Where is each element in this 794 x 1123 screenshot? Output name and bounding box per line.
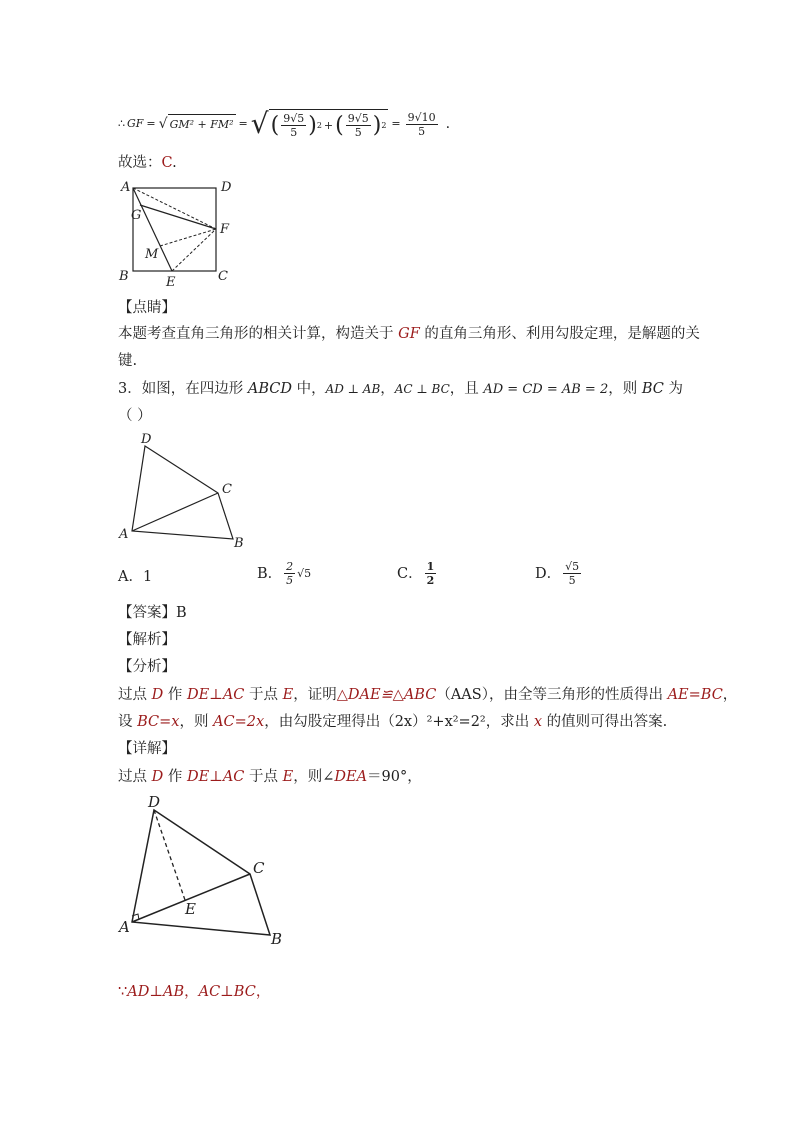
fenxi-line-1: 过点 D 作 DE⊥AC 于点 E，证明△DAE≌△ABC（AAS），由全等三角形的性质得出 AE=BC，: [118, 687, 738, 703]
question-3-stem: 3．如图，在四边形 ABCD 中，AD ⊥ AB，AC ⊥ BC，且 AD = CD = AB = 2，则 BC 为: [118, 381, 683, 397]
dianjing-line-1: 本题考查直角三角形的相关计算，构造关于 GF 的直角三角形、利用勾股定理，是解题的关: [118, 326, 700, 342]
gf-label: GF: [127, 117, 144, 130]
label-m: M: [145, 247, 159, 262]
fraction-2: $\frac{9√5}{5}$: [347, 112, 369, 139]
label-d3: D: [148, 793, 161, 811]
fenxi-line-2: 设 BC=x，则 AC=2x，由勾股定理得出（2x）²+x²=2²，求出 x 的值则可得出答案.: [118, 714, 668, 730]
quadrilateral-abcd: [132, 446, 233, 539]
sqrt-symbol: √: [158, 116, 168, 132]
perpendicular-de: [154, 810, 185, 900]
segment-mf: [160, 229, 216, 246]
option-c-fraction: $\frac{1}{2}$: [426, 560, 435, 587]
because-line: ∵AD⊥AB，AC⊥BC，: [118, 984, 271, 1000]
option-b-fraction: $\frac{2}{5}$: [286, 560, 294, 587]
label-d2: D: [141, 432, 152, 447]
option-c[interactable]: C． $\frac{1}{2}$: [397, 560, 435, 587]
diagonal-ac: [132, 493, 218, 531]
equals-sign-3: =: [391, 117, 401, 130]
quadrilateral-with-perpendicular-diagram: [112, 792, 302, 952]
question-3-paren: （ ）: [118, 408, 152, 424]
gf-computation-line: [118, 106, 450, 142]
label-f: F: [220, 222, 230, 237]
therefore-symbol: ∴: [118, 117, 125, 130]
period: .: [445, 116, 451, 132]
option-d-fraction: $\frac{√5}{5}$: [565, 560, 580, 587]
jiexi-heading: 【解析】: [118, 632, 176, 648]
dianjing-line-2: 键.: [118, 353, 138, 369]
equals-sign: =: [146, 117, 156, 130]
dianjing-heading: 【点睛】: [118, 300, 176, 316]
label-b2: B: [234, 536, 244, 551]
segment-gf: [140, 205, 216, 229]
sqrt-body: ( $\frac{9√5}{5}$ ) 2 + ( $\frac{9√5}{5}$ ) 2: [269, 109, 389, 139]
option-a[interactable]: A．1: [118, 569, 153, 585]
xiangjie-heading: 【详解】: [118, 741, 176, 757]
fenxi-heading: 【分析】: [118, 659, 176, 675]
fraction-1: $\frac{9√5}{5}$: [283, 112, 305, 139]
quadrilateral-abcd-3: [132, 810, 270, 935]
option-b[interactable]: B． $\frac{2}{5}$ √5: [257, 560, 312, 587]
label-c2: C: [222, 482, 232, 497]
label-b3: B: [271, 930, 283, 948]
answer-choice-line: 故选：C.: [118, 155, 177, 171]
label-c: C: [218, 269, 228, 284]
label-a2: A: [119, 527, 129, 542]
label-e: E: [166, 275, 176, 290]
xiangjie-line-1: 过点 D 作 DE⊥AC 于点 E，则∠DEA＝90°，: [118, 769, 422, 785]
label-e3: E: [185, 900, 196, 918]
segment-af: [133, 188, 216, 229]
label-a3: A: [119, 918, 130, 936]
label-c3: C: [253, 859, 265, 877]
big-sqrt-symbol: √: [250, 107, 269, 140]
quadrilateral-diagram: [112, 428, 262, 552]
option-d[interactable]: D． $\frac{√5}{5}$: [535, 560, 580, 587]
label-a: A: [121, 180, 131, 195]
equals-sign-2: =: [238, 117, 248, 130]
answer-line: 【答案】B: [118, 605, 187, 621]
square-diagram: [112, 178, 242, 290]
label-d: D: [221, 180, 232, 195]
label-g: G: [131, 208, 142, 223]
label-b: B: [119, 269, 129, 284]
fraction-result: $\frac{9√10}{5}$: [407, 110, 436, 138]
sqrt-inner: GM² + FM²: [168, 114, 236, 135]
